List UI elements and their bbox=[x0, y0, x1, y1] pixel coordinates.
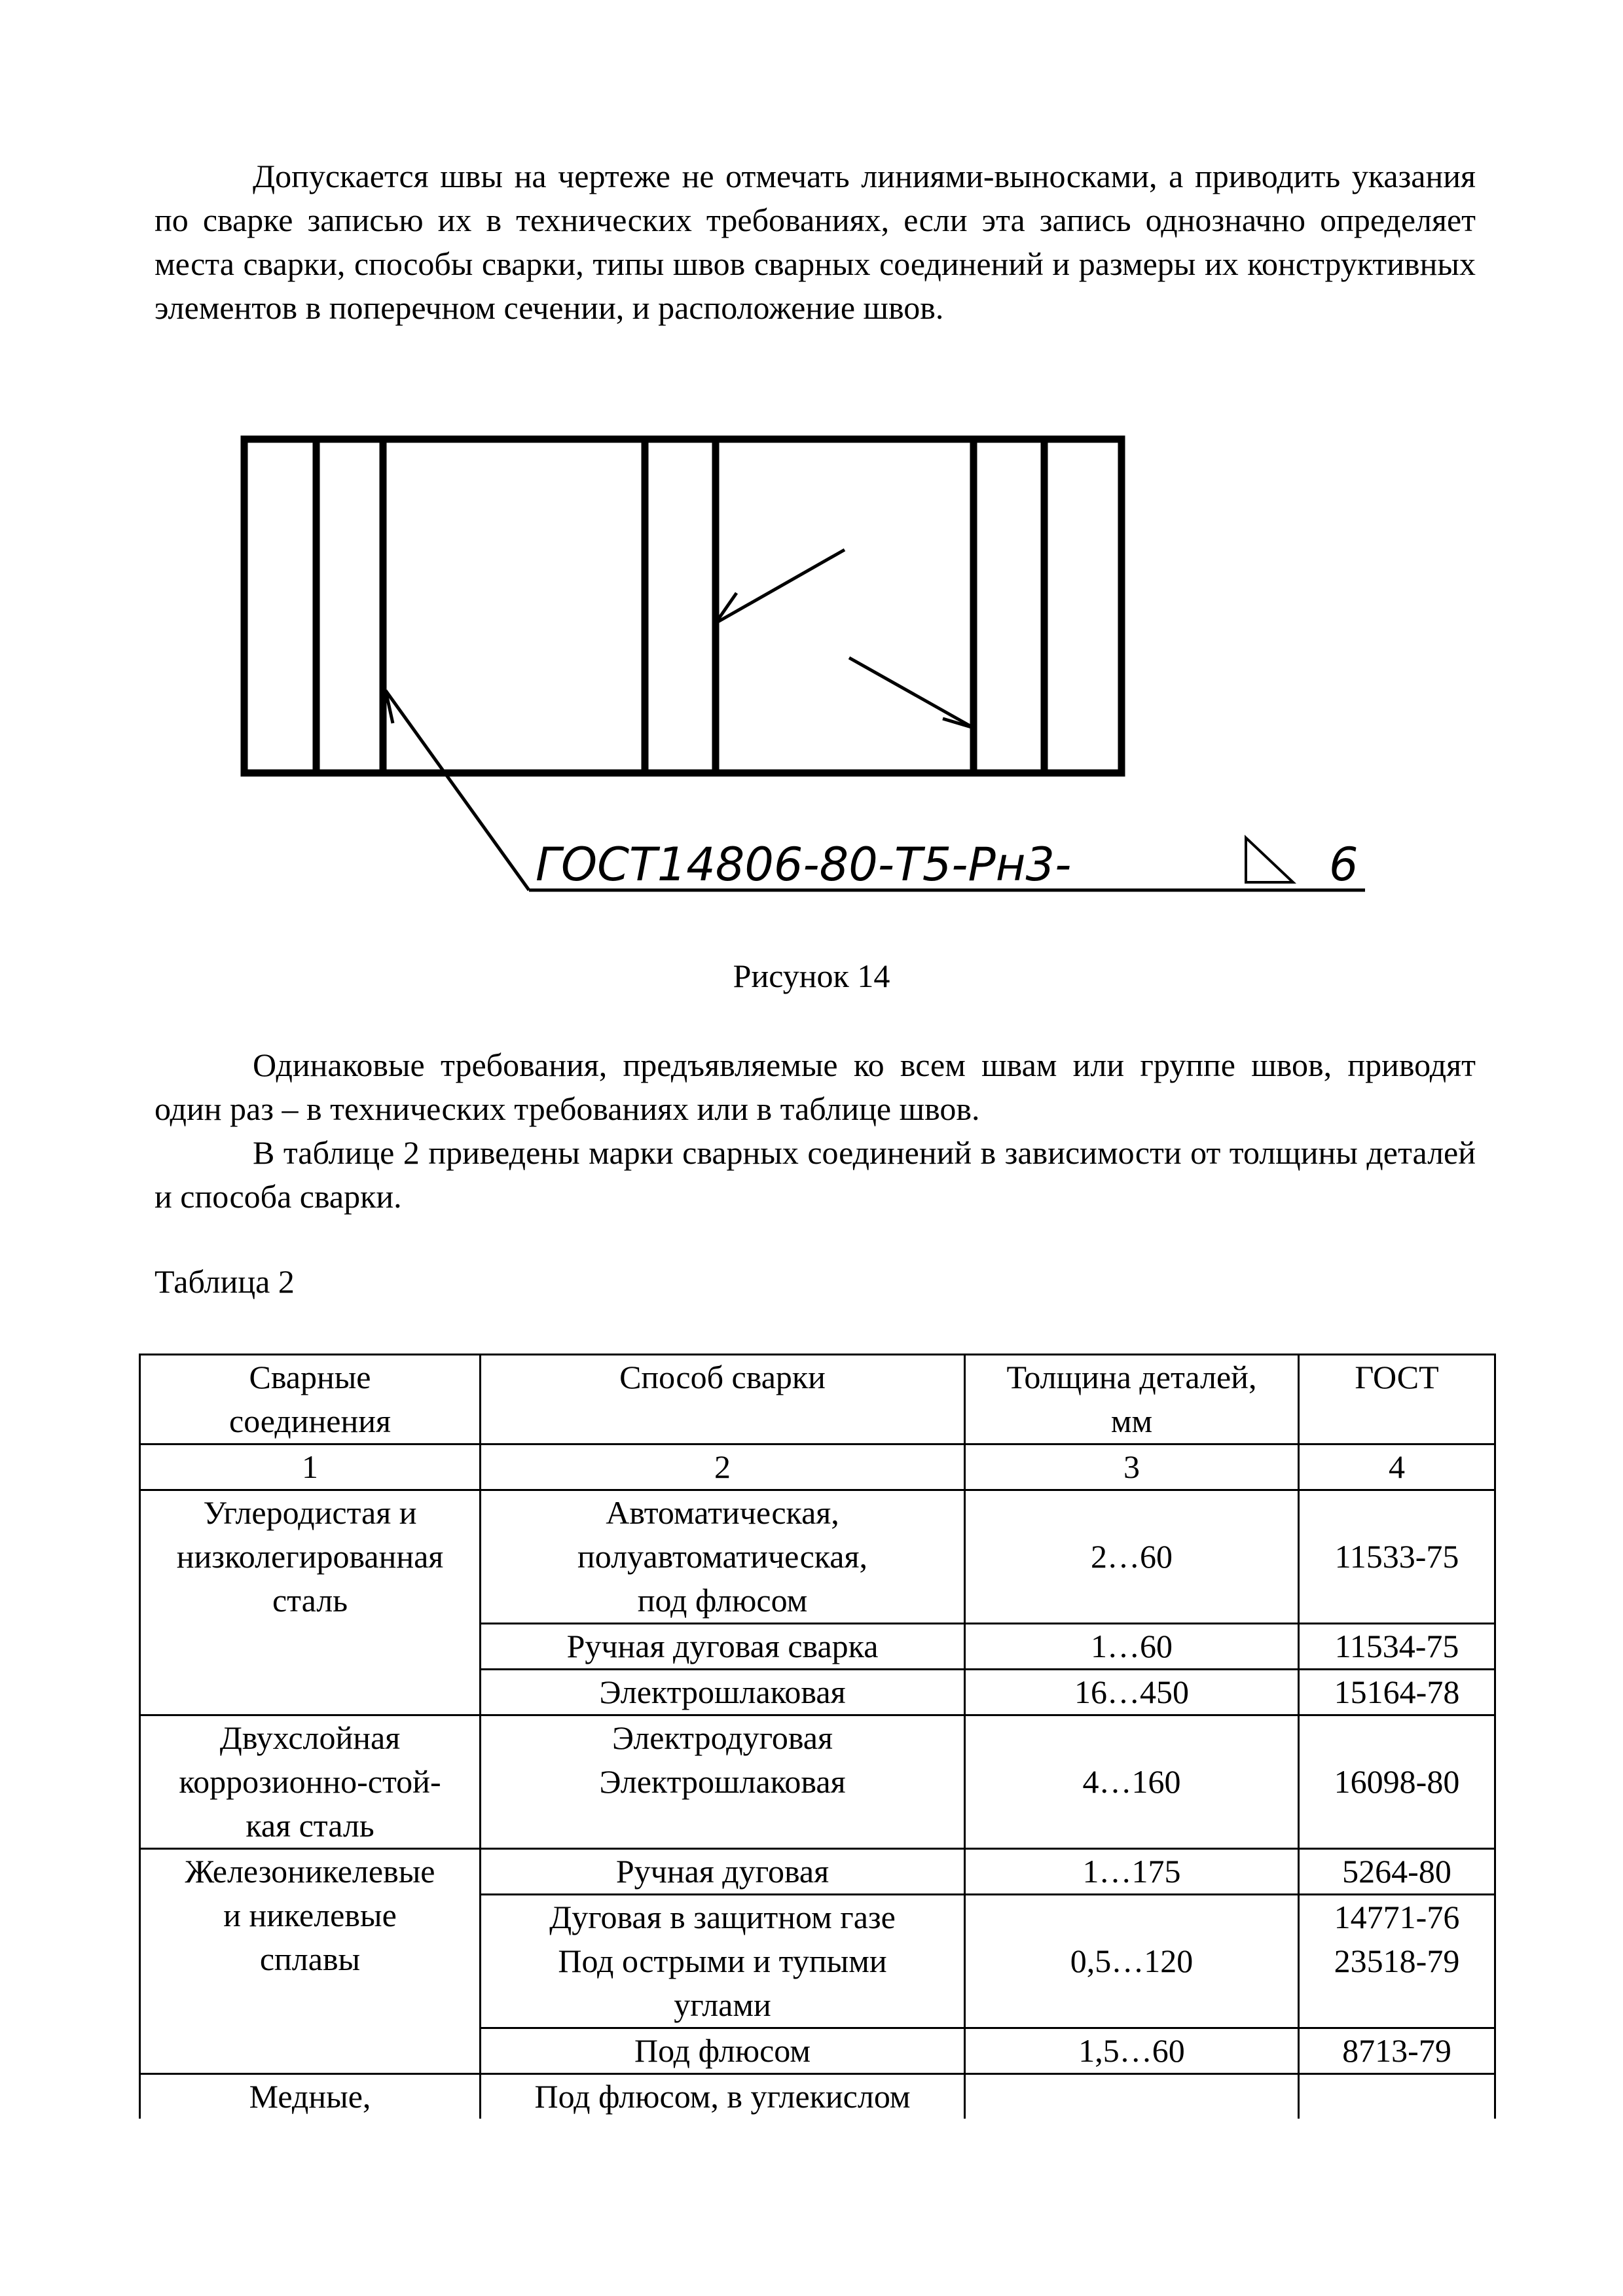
thickness-cell: 1,5…60 bbox=[965, 2028, 1299, 2074]
thickness-cell: 4…160 bbox=[965, 1715, 1299, 1849]
column-number: 3 bbox=[965, 1444, 1299, 1490]
gost-cell: 14771-76 23518-79 bbox=[1299, 1895, 1495, 2028]
thickness-cell: 0,5…120 bbox=[965, 1895, 1299, 2028]
gost-cell: 15164-78 bbox=[1299, 1670, 1495, 1715]
assembly-frame bbox=[244, 439, 1122, 773]
material-cell: Железоникелевые и никелевые сплавы bbox=[140, 1849, 481, 2074]
method-cell: Дуговая в защитном газе Под острыми и тупыми углами bbox=[481, 1895, 965, 2028]
fillet-weld-triangle-icon bbox=[1246, 838, 1293, 882]
table-title: Таблица 2 bbox=[155, 1263, 295, 1300]
gost-cell: 11534-75 bbox=[1299, 1624, 1495, 1670]
gost-cell: 16098-80 bbox=[1299, 1715, 1495, 1849]
header-gost: ГОСТ bbox=[1299, 1355, 1495, 1444]
thickness-cell: 1…175 bbox=[965, 1849, 1299, 1895]
requirements-text: Одинаковые требования, предъявляемые ко всем швам или группе швов, приводят один раз – в технических требованиях или в таблице швов. bbox=[155, 1047, 1476, 1127]
thickness-cell: 2…60 bbox=[965, 1490, 1299, 1624]
gost-cell: 11533-75 bbox=[1299, 1490, 1495, 1624]
weld-designation: ГОСТ14806-80-Т5-Рн3- bbox=[536, 838, 1072, 891]
table-intro-text: В таблице 2 приведены марки сварных соединений в зависимости от толщины деталей и способа сварки. bbox=[155, 1134, 1476, 1215]
thickness-cell: 16…450 bbox=[965, 1670, 1299, 1715]
method-cell: Ручная дуговая bbox=[481, 1849, 965, 1895]
leader-arrow-left bbox=[386, 691, 529, 890]
table-row bbox=[140, 1849, 1495, 1895]
gost-cell bbox=[1299, 2074, 1495, 2119]
leader-arrow-right bbox=[849, 658, 974, 728]
thickness-cell bbox=[965, 2074, 1299, 2119]
material-cell: Двухслойная коррозионно-стой- кая сталь bbox=[140, 1715, 481, 1849]
table-row bbox=[140, 1715, 1495, 1849]
paragraph-requirements bbox=[155, 1043, 1476, 1219]
method-cell: Под флюсом bbox=[481, 2028, 965, 2074]
header-method: Способ сварки bbox=[481, 1355, 965, 1444]
leader-arrow-center bbox=[716, 550, 845, 623]
column-number: 2 bbox=[481, 1444, 965, 1490]
header-joints: Сварные соединения bbox=[140, 1355, 481, 1444]
method-cell: Электродуговая Электрошлаковая bbox=[481, 1715, 965, 1849]
column-number: 1 bbox=[140, 1444, 481, 1490]
weld-assembly-outline bbox=[244, 439, 1122, 773]
thickness-cell: 1…60 bbox=[965, 1624, 1299, 1670]
weld-drawing-figure bbox=[0, 0, 1623, 916]
method-cell: Автоматическая, полуавтоматическая, под флюсом bbox=[481, 1490, 965, 1624]
column-number: 4 bbox=[1299, 1444, 1495, 1490]
header-thickness: Толщина деталей, мм bbox=[965, 1355, 1299, 1444]
gost-cell: 5264-80 bbox=[1299, 1849, 1495, 1895]
gost-cell: 8713-79 bbox=[1299, 2028, 1495, 2074]
material-cell: Углеродистая и низколегированная сталь bbox=[140, 1490, 481, 1715]
material-cell: Медные, bbox=[140, 2074, 481, 2119]
table-header-row bbox=[140, 1355, 1495, 1444]
figure-caption: Рисунок 14 bbox=[733, 958, 890, 994]
table-row bbox=[140, 1490, 1495, 1624]
weld-leg-size: 6 bbox=[1329, 838, 1359, 891]
table-row bbox=[140, 2074, 1495, 2119]
method-cell: Ручная дуговая сварка bbox=[481, 1624, 965, 1670]
method-cell: Под флюсом, в углекислом bbox=[481, 2074, 965, 2119]
intro-text: Допускается швы на чертеже не отмечать линиями-выносками, а приводить указания по сварке записью их в технических требованиях, если эта запись однозначно определяет места сварки, способы сварки, типы швов сварных соединений и размеры их конструктивных элементов в поперечном сечении, и расположение швов. bbox=[155, 158, 1476, 326]
column-number-row bbox=[140, 1444, 1495, 1490]
welding-table bbox=[139, 1354, 1496, 2119]
method-cell: Электрошлаковая bbox=[481, 1670, 965, 1715]
